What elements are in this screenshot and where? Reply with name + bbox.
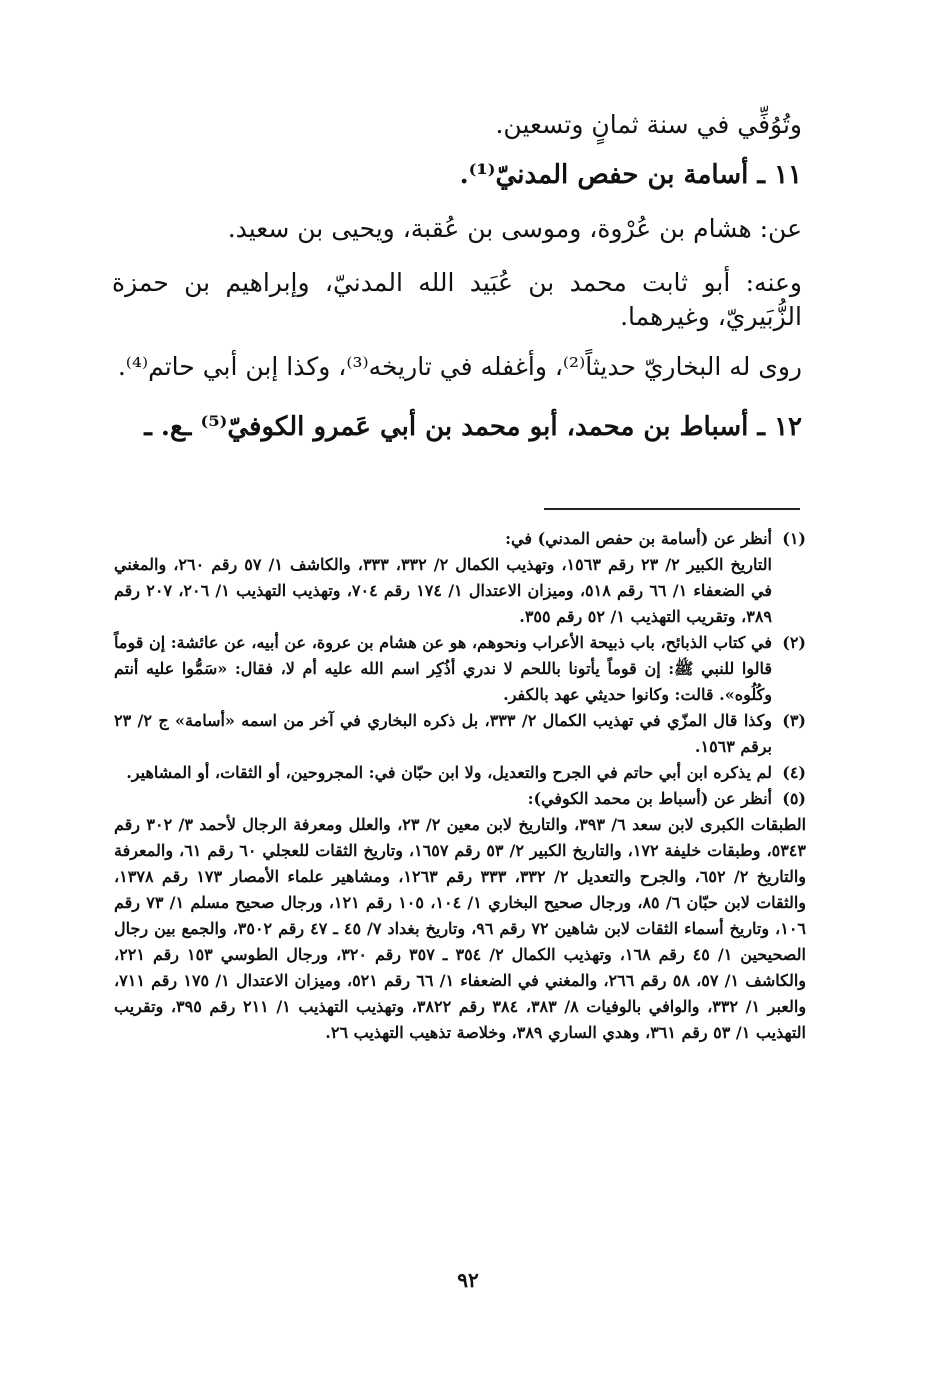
footnote-text: في كتاب الذبائح، باب ذبيحة الأعراب ونحوهم، هو عن هشام بن عروة، عن أبيه، عن عائشة: إن قوماً قالوا للنبي ﷺ: إن قوماً يأتونا باللحم لا ندري أذُكِر اسم الله عليه أم لا، فقال: «سَمُّوا عليه أنتم وكُلُوه». قالت: وكانوا حديثي عهد بالكفر. bbox=[114, 633, 772, 704]
footnote-title: أنظر عن (أسامة بن حفص المدني) في: bbox=[505, 529, 772, 548]
main-text bbox=[112, 108, 802, 444]
footnote-number: (٤) bbox=[782, 763, 806, 782]
footnote-separator bbox=[544, 508, 800, 510]
entry-12-heading: ١٢ ـ أسباط بن محمد، أبو محمد بن أبي عَمرو الكوفيّ⁽⁵⁾ ـع. ـ bbox=[144, 412, 802, 442]
page-number: ٩٢ bbox=[457, 1268, 479, 1292]
footnote-text: لم يذكره ابن أبي حاتم في الجرح والتعديل، ولا ابن حبّان في: المجروحين، أو الثقات، أو المشاهير. bbox=[126, 763, 772, 782]
footnote-5 bbox=[114, 786, 806, 812]
footnote-number: (٥) bbox=[782, 789, 806, 808]
footnote-number: (٢) bbox=[782, 633, 806, 652]
footnote-text: وكذا قال المزّي في تهذيب الكمال ٢/ ٣٣٣، بل ذكره البخاري في آخر من اسمه «أسامة» ج ٢/ ٢٣ برقم ١٥٦٣. bbox=[114, 711, 773, 756]
footnotes bbox=[114, 526, 806, 1046]
entry-11-students: وعنه: أبو ثابت محمد بن عُبَيد الله المدنيّ، وإبراهيم بن حمزة الزُّبَيريّ، وغيرهما. bbox=[112, 268, 802, 331]
footnote-number: (٣) bbox=[782, 711, 806, 730]
footnote-4 bbox=[114, 760, 806, 786]
entry-11-heading: ١١ ـ أسامة بن حفص المدنيّ⁽¹⁾. bbox=[459, 160, 802, 190]
footnote-3 bbox=[114, 708, 806, 760]
entry-11-teachers: عن: هشام بن عُرْوة، وموسى بن عُقبة، ويحيى بن سعيد. bbox=[227, 214, 802, 243]
footnote-5-sources: الطبقات الكبرى لابن سعد ٦/ ٣٩٣، والتاريخ لابن معين ٢/ ٢٣، والعلل ومعرفة الرجال لأحمد ٣/ ٣٠٢ رقم ٥٣٤٣، وطبقات خليفة ١٧٢، والتاريخ الكبير ٢/ ٥٣ رقم ١٦٥٧، وتاريخ الثقات للعجلي ٦٠ رقم ٦١، والمعرفة والتاريخ ٢/ ٦٥٢، والجرح والتعديل ٢/ ٣٣٢، ٣٣٣ رقم ١٢٦٣، ومشاهير علماء الأمصار ١٧٣ رقم ١٣٧٨، والثقات لابن حبّان ٦/ ٨٥، ورجال صحيح البخاري ١/ ١٠٤، ١٠٥ رقم ١٢١، ورجال صحيح مسلم ١/ ٧٣ رقم ١٠٦، وتاريخ أسماء الثقات لابن شاهين ٧٢ رقم ٩٦، وتاريخ بغداد ٧/ ٤٥ ـ ٤٧ رقم ٣٥٠٢، والجمع بين رجال الصحيحين ١/ ٤٥ رقم ١٦٨، وتهذيب الكمال ٢/ ٣٥٤ ـ ٣٥٧ رقم ٣٢٠، ورجال الطوسي ١٥٣ رقم ٢٢١، والكاشف ١/ ٥٧، ٥٨ رقم ٢٦٦، والمغني في الضعفاء ١/ ٦٦ رقم ٥٢١، وميزان الاعتدال ١/ ١٧٥ رقم ٧١١، والعبر ١/ ٣٣٢، والوافي بالوفيات ٨/ ٣٨٣، ٣٨٤ رقم ٣٨٢٢، وتهذيب التهذيب ١/ ٢١١ رقم ٣٩٥، وتقريب التهذيب ١/ ٥٣ رقم ٣٦١، وهدي الساري ٣٨٩، وخلاصة تذهيب التهذيب ٢٦. bbox=[114, 815, 807, 1042]
footnote-1 bbox=[114, 526, 806, 630]
entry-11-narration: روى له البخاريّ حديثاً⁽²⁾، وأغفله في تاريخه⁽³⁾، وكذا إبن أبي حاتم⁽⁴⁾. bbox=[117, 352, 802, 381]
footnote-2 bbox=[114, 630, 806, 708]
footnote-number: (١) bbox=[782, 529, 806, 548]
footnote-title: أنظر عن (أسباط بن محمد الكوفي): bbox=[527, 789, 772, 808]
footnote-text: التاريخ الكبير ٢/ ٢٣ رقم ١٥٦٣، وتهذيب الكمال ٢/ ٣٣٢، ٣٣٣، والكاشف ١/ ٥٧ رقم ٢٦٠، والمغني في الضعفاء ١/ ٦٦ رقم ٥١٨، وميزان الاعتدال ١/ ١٧٤ رقم ٧٠٤، وتهذيب التهذيب ١/ ٢٠٦، ٢٠٧ رقم ٣٨٩، وتقريب التهذيب ١/ ٥٢ رقم ٣٥٥. bbox=[114, 555, 773, 626]
death-year-line: وتُوُفِّي في سنة ثمانٍ وتسعين. bbox=[495, 110, 802, 139]
